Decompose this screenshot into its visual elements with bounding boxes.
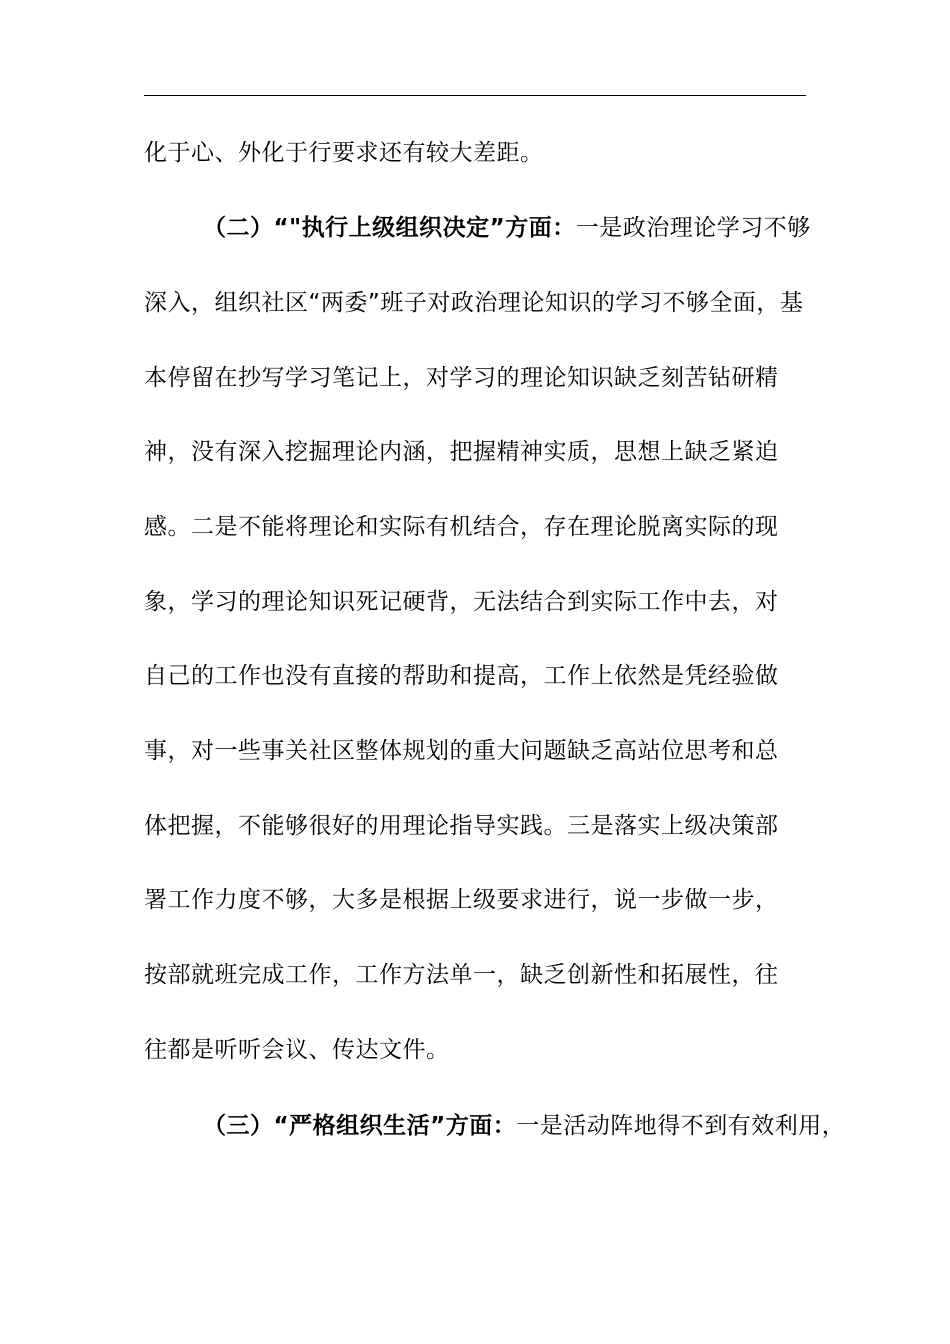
- section-2-text: 一是政治理论学习不够: [575, 215, 811, 241]
- text-line: 按部就班完成工作，工作方法单一，缺乏创新性和拓展性，往: [144, 962, 779, 988]
- section-2-heading: （二）“"执行上级组织决定”方面：: [203, 215, 576, 241]
- text-line: 象，学习的理论知识死记硬背，无法结合到实际工作中去，对: [144, 589, 779, 615]
- header-rule: [144, 95, 806, 96]
- text-line: 署工作力度不够，大多是根据上级要求进行，说一步做一步，: [144, 887, 779, 913]
- text-line: 感。二是不能将理论和实际有机结合，存在理论脱离实际的现: [144, 514, 779, 540]
- text-line: 往都是听听会议、传达文件。: [144, 1037, 450, 1063]
- section-3-heading: （三）“严格组织生活”方面：: [203, 1113, 517, 1139]
- text-line: 体把握，不能够很好的用理论指导实践。三是落实上级决策部: [144, 813, 779, 839]
- section-3-text: 一是活动阵地得不到有效利用，: [516, 1113, 846, 1139]
- section-2-first-line: [203, 213, 823, 243]
- text-line: 自己的工作也没有直接的帮助和提高，工作上依然是凭经验做: [144, 663, 779, 689]
- text-line: 事，对一些事关社区整体规划的重大问题缺乏高站位思考和总: [144, 738, 779, 764]
- text-line: 化于心、外化于行要求还有较大差距。: [144, 140, 544, 166]
- section-3-first-line: [203, 1111, 846, 1141]
- text-line: 深入，组织社区“两委”班子对政治理论知识的学习不够全面，基: [144, 290, 804, 316]
- text-line: 神，没有深入挖掘理论内涵，把握精神实质，思想上缺乏紧迫: [144, 439, 779, 465]
- text-line: 本停留在抄写学习笔记上，对学习的理论知识缺乏刻苦钻研精: [144, 365, 779, 391]
